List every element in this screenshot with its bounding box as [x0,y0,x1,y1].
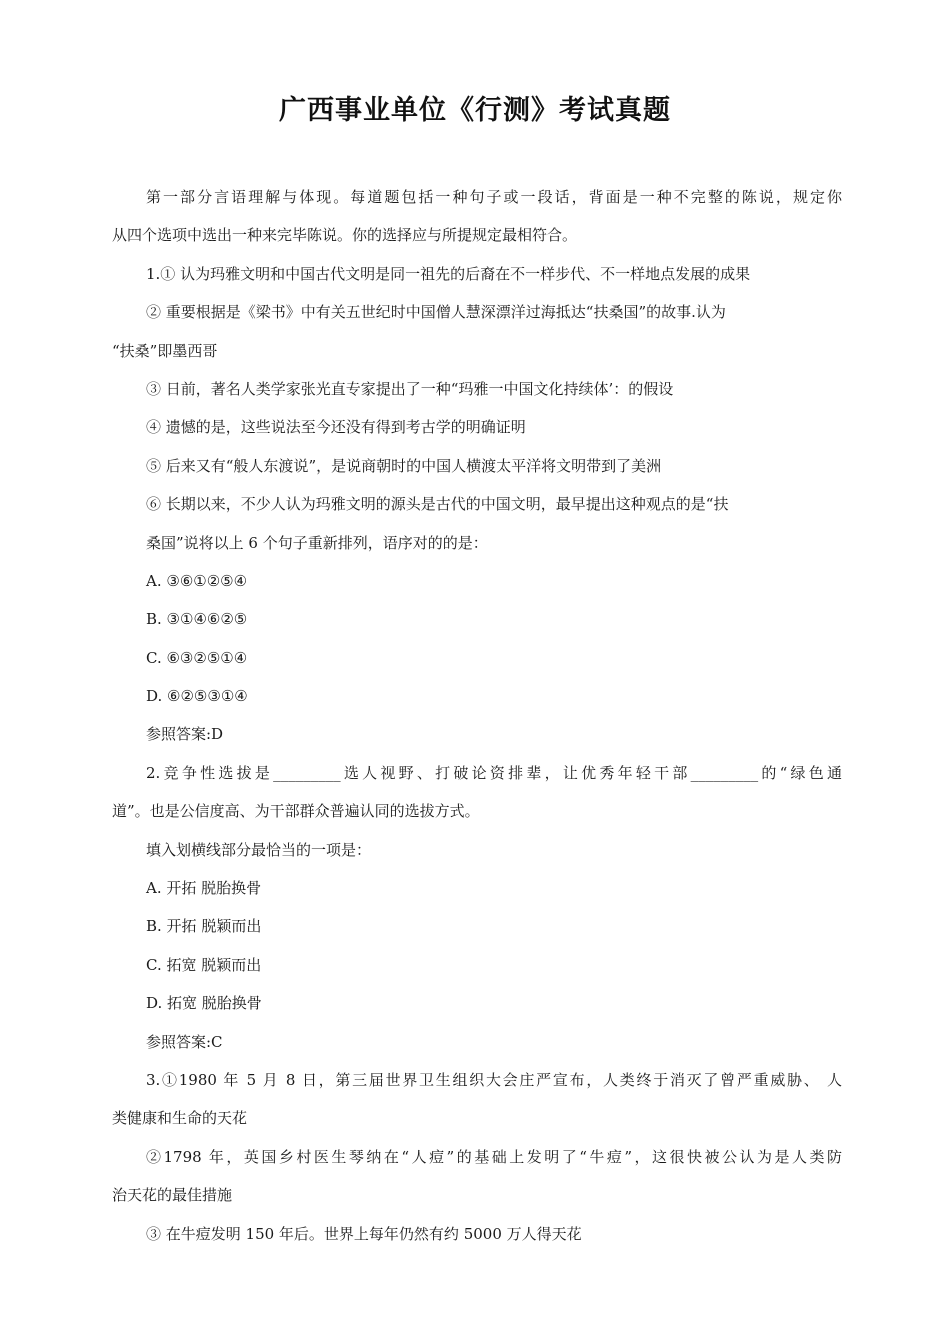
page-title: 广西事业单位《行测》考试真题 [279,95,671,126]
question-1-option-a: A. ③⑥①②⑤④ [146,571,248,590]
question-3-sentence: ③ 在牛痘发明 150 年后。世界上每年仍然有约 5000 万人得天花 [146,1224,582,1243]
question-3-sentence: 治天花的最佳措施 [112,1186,233,1205]
question-1-sentence: ③ 日前，著名人类学家张光直专家提出了一种“玛雅一中国文化持续体’：的假设 [146,379,674,398]
question-1-sentence: ⑥ 长期以来，不少人认为玛雅文明的源头是古代的中国文明，最早提出这种观点的是“扶 [146,495,729,514]
question-2-option-b: B. 开拓 脱颖而出 [146,917,262,936]
question-1-option-c: C. ⑥③②⑤①④ [146,648,248,667]
question-1-answer: 参照答案:D [146,725,224,744]
question-2-option-c: C. 拓宽 脱颖而出 [146,955,262,974]
question-1-option-d: D. ⑥②⑤③①④ [146,687,248,706]
question-3-sentence: ②1798 年，英国乡村医生琴纳在“人痘”的基础上发明了“牛痘”，这很快被公认为是人类防 [146,1147,842,1166]
question-2-stem: 2.竞争性选拔是_________选人视野、打破论资排辈，让优秀年轻干部_________的“绿色通 [146,763,842,782]
question-2-prompt: 填入划横线部分最恰当的一项是： [146,840,372,859]
question-1-sentence: 1.① 认为玛雅文明和中国古代文明是同一祖先的后裔在不一样步代、不一样地点发展的成果 [146,264,751,283]
question-1-sentence: ⑤ 后来又有“般人东渡说”，是说商朝时的中国人横渡太平洋将文明带到了美洲 [146,456,662,475]
instruction-line: 从四个选项中选出一种来完毕陈说。你的选择应与所提规定最相符合。 [112,226,578,245]
question-1-prompt: 桑国”说将以上 6 个句子重新排列，语序对的的是： [146,533,488,552]
question-2-answer: 参照答案:C [146,1032,223,1051]
question-1-sentence: ④ 遗憾的是，这些说法至今还没有得到考古学的明确证明 [146,418,526,437]
question-3-sentence: 3.①1980 年 5 月 8 日，第三届世界卫生组织大会庄严宣布，人类终于消灭了曾严重威胁、 人 [146,1070,842,1089]
question-2-stem: 道”。也是公信度高、为干部群众普遍认同的选拔方式。 [112,802,480,821]
question-2-option-d: D. 拓宽 脱胎换骨 [146,994,262,1013]
question-2-option-a: A. 开拓 脱胎换骨 [146,879,262,898]
question-3-sentence: 类健康和生命的天花 [112,1109,248,1128]
question-1-option-b: B. ③①④⑥②⑤ [146,610,248,629]
question-1-sentence: “扶桑”即墨西哥 [112,341,218,360]
question-1-sentence: ② 重要根据是《梁书》中有关五世纪时中国僧人慧深漂洋过海抵达“扶桑国”的故事.认为 [146,303,726,322]
instruction-line: 第一部分言语理解与体现。每道题包括一种句子或一段话，背面是一种不完整的陈说，规定你 [146,188,842,206]
document-body [112,178,842,1253]
